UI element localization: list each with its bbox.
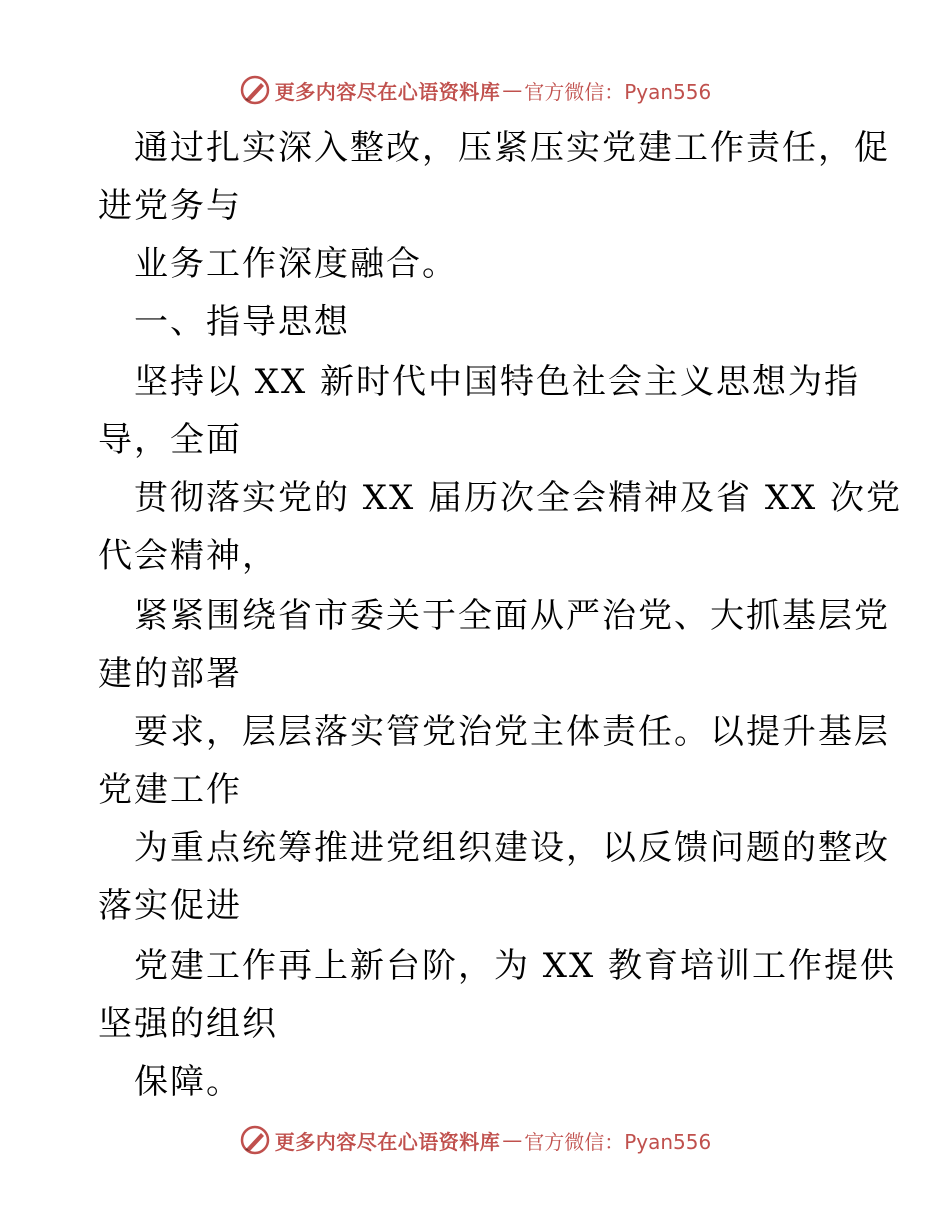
paragraph-line: 党建工作	[98, 770, 242, 810]
section-heading: 一、指导思想	[134, 302, 350, 342]
watermark-contact-text: 官方微信：Pyan556	[524, 1129, 712, 1154]
paragraph-line: 紧紧围绕省市委关于全面从严治党、大抓基层党	[134, 596, 890, 636]
paragraph-line: 保障。	[134, 1062, 242, 1102]
paragraph-line: 导，全面	[98, 420, 242, 460]
watermark-separator: —	[502, 78, 523, 102]
watermark-site-text: 更多内容尽在心语资料库	[274, 79, 501, 104]
watermark-separator: —	[502, 1128, 523, 1152]
paragraph-line: 落实促进	[98, 886, 242, 926]
paragraph-line: 坚持以 XX 新时代中国特色社会主义思想为指	[134, 362, 861, 402]
footer-watermark	[0, 1120, 950, 1160]
paragraph-line: 坚强的组织	[98, 1004, 278, 1044]
paragraph-line: 进党务与	[98, 186, 242, 226]
paragraph-line: 建的部署	[98, 654, 242, 694]
paragraph-line: 代会精神，	[98, 536, 278, 576]
paragraph-line: 党建工作再上新台阶，为 XX 教育培训工作提供	[134, 946, 897, 986]
watermark-site-text: 更多内容尽在心语资料库	[274, 1129, 501, 1154]
paragraph-line: 要求，层层落实管党治党主体责任。以提升基层	[134, 712, 890, 752]
paragraph-line: 贯彻落实党的 XX 届历次全会精神及省 XX 次党	[134, 478, 903, 518]
paragraph-line: 通过扎实深入整改，压紧压实党建工作责任，促	[134, 128, 890, 168]
paragraph-line: 为重点统筹推进党组织建设，以反馈问题的整改	[134, 828, 890, 868]
watermark-contact-text: 官方微信：Pyan556	[524, 79, 712, 104]
pen-logo-icon	[239, 1124, 271, 1156]
paragraph-line: 业务工作深度融合。	[134, 244, 458, 284]
